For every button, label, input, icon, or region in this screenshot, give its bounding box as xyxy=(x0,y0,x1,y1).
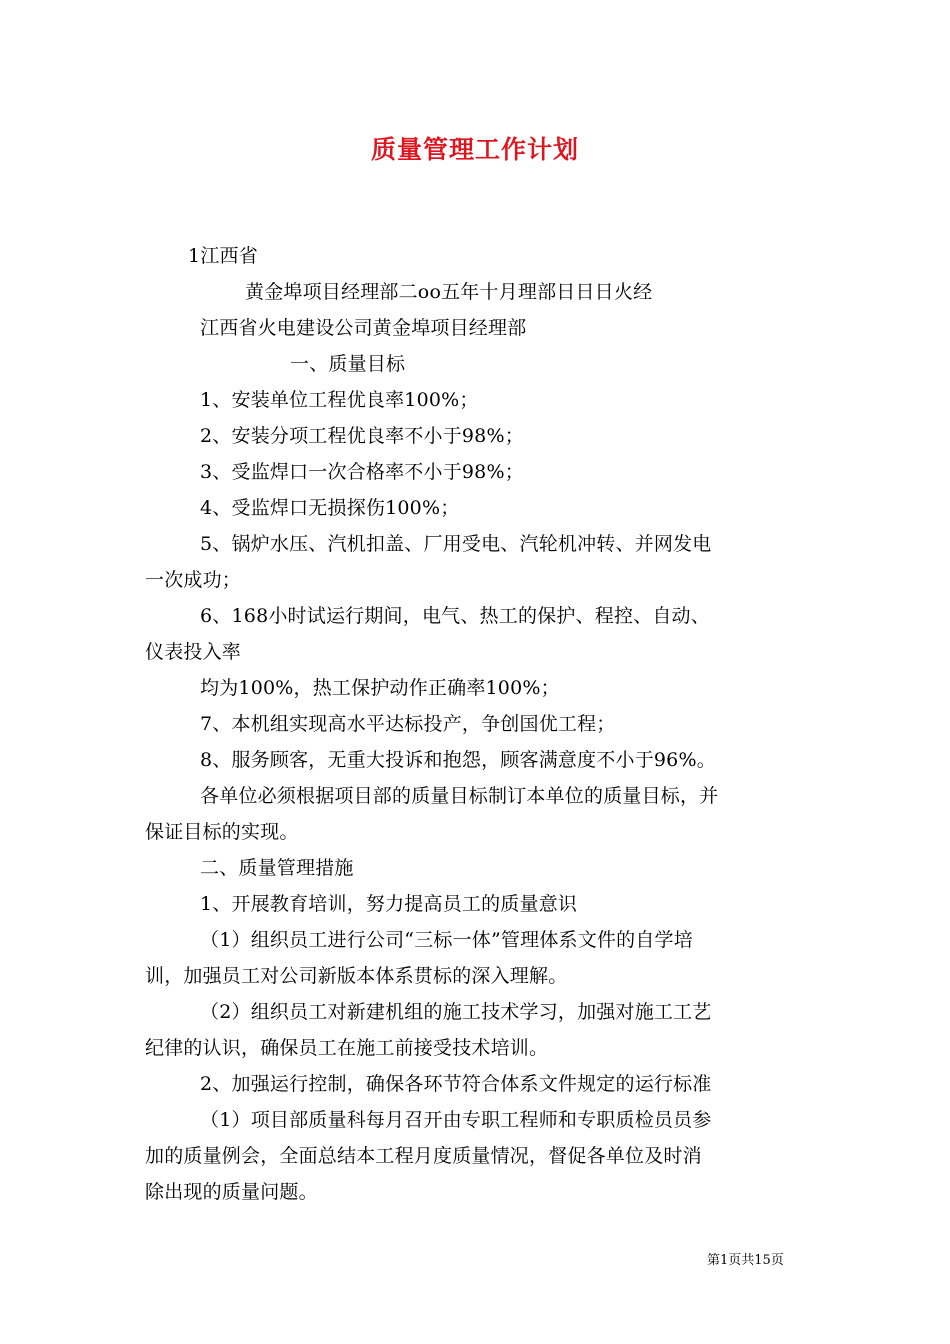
text-line: 江西省火电建设公司黄金埠项目经理部 xyxy=(200,317,527,339)
section-heading: 二、质量管理措施 xyxy=(200,857,354,879)
text-line: 5、锅炉水压、汽机扣盖、厂用受电、汽轮机冲转、并网发电 xyxy=(200,533,712,555)
text-line: 训，加强员工对公司新版本体系贯标的深入理解。 xyxy=(145,965,568,987)
text-line: 仪表投入率 xyxy=(145,641,242,663)
text-line: 8、服务顾客，无重大投诉和抱怨，顾客满意度不小于96%。 xyxy=(200,749,716,771)
text-line: 各单位必须根据项目部的质量目标制订本单位的质量目标，并 xyxy=(200,785,719,807)
text-line: 保证目标的实现。 xyxy=(145,821,299,843)
text-line: 7、本机组实现高水平达标投产，争创国优工程； xyxy=(200,713,616,735)
text-line: 4、受监焊口无损探伤100%； xyxy=(200,497,460,519)
text-line: 除出现的质量问题。 xyxy=(145,1181,318,1203)
text-line: 6、168小时试运行期间，电气、热工的保护、程控、自动、 xyxy=(200,605,710,627)
text-line: 2、安装分项工程优良率不小于98%； xyxy=(200,425,524,447)
text-line: （1）项目部质量科每月召开由专职工程师和专职质检员员参 xyxy=(200,1109,712,1131)
text-line: 一次成功； xyxy=(145,569,242,591)
text-line: 2、加强运行控制，确保各环节符合体系文件规定的运行标准 xyxy=(200,1073,712,1095)
text-line: （1）组织员工进行公司“三标一体”管理体系文件的自学培 xyxy=(200,929,693,951)
text-line: 均为100%，热工保护动作正确率100%； xyxy=(200,677,560,699)
section-heading: 一、质量目标 xyxy=(290,353,406,375)
text-line: 1江西省 xyxy=(188,245,258,267)
text-line: 1、安装单位工程优良率100%； xyxy=(200,389,479,411)
text-line: 纪律的认识，确保员工在施工前接受技术培训。 xyxy=(145,1037,549,1059)
text-line: （2）组织员工对新建机组的施工技术学习，加强对施工工艺 xyxy=(200,1001,712,1023)
text-line: 黄金埠项目经理部二oo五年十月理部日日日火经 xyxy=(245,281,653,303)
text-line: 3、受监焊口一次合格率不小于98%； xyxy=(200,461,524,483)
page-number: 第1页共15页 xyxy=(707,1253,784,1268)
text-line: 加的质量例会，全面总结本工程月度质量情况，督促各单位及时消 xyxy=(145,1145,702,1167)
text-line: 1、开展教育培训，努力提高员工的质量意识 xyxy=(200,893,578,915)
document-title: 质量管理工作计划 xyxy=(370,135,579,164)
